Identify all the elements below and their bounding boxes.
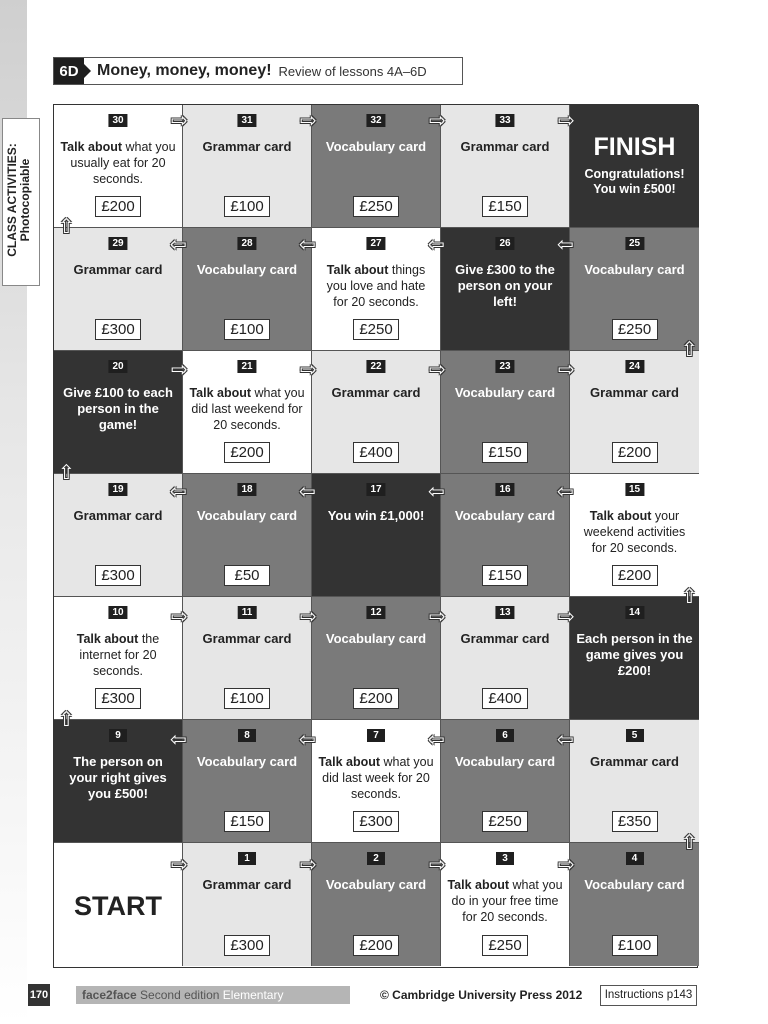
square-8: [183, 720, 312, 843]
arrow-up-icon: ⇧: [58, 462, 75, 484]
arrow-up-icon: ⇧: [681, 586, 698, 608]
square-text: [60, 139, 176, 187]
price-box: £100: [224, 688, 270, 709]
square-number: 9: [109, 729, 127, 742]
arrow-right-icon: ⇨: [171, 110, 188, 132]
square-text: [447, 877, 563, 925]
square-text: Give £100 to each person in the game!: [63, 385, 173, 432]
price-box: £100: [612, 935, 658, 956]
square-instruction: what you did last week for 20 seconds.: [322, 755, 434, 801]
arrow-left-icon: ⇦: [557, 234, 574, 256]
price-box: £100: [224, 319, 270, 340]
square-number: 31: [237, 114, 256, 127]
talk-about-label: Talk about: [318, 755, 381, 769]
arrow-up-icon: ⇧: [58, 216, 75, 238]
talk-about-label: Talk about: [589, 509, 652, 523]
square-4: [570, 843, 699, 966]
price-box: £50: [224, 565, 270, 586]
square-text: Vocabulary card: [325, 877, 427, 892]
square-27: [312, 228, 441, 351]
arrow-left-icon: ⇦: [428, 729, 445, 751]
price-box: £250: [612, 319, 658, 340]
square-19: [54, 474, 183, 597]
square-16: [441, 474, 570, 597]
square-31: [183, 105, 312, 228]
square-text: Vocabulary card: [196, 262, 298, 277]
square-23: [441, 351, 570, 474]
price-box: £200: [612, 565, 658, 586]
price-box: £400: [353, 442, 399, 463]
arrow-right-icon: ⇨: [171, 359, 188, 381]
price-box: £200: [353, 688, 399, 709]
arrow-right-icon: ⇨: [300, 854, 317, 876]
arrow-right-icon: ⇨: [558, 854, 575, 876]
arrow-up-icon: ⇧: [681, 339, 698, 361]
square-instruction: what you usually eat for 20 seconds.: [70, 140, 176, 186]
arrow-right-icon: ⇨: [558, 110, 575, 132]
activity-subtitle: Review of lessons 4A–6D: [278, 63, 427, 79]
square-text: Vocabulary card: [454, 385, 556, 400]
square-text: [318, 262, 434, 310]
square-2: [312, 843, 441, 966]
square-18: [183, 474, 312, 597]
square-number: 28: [237, 237, 256, 250]
square-number: 29: [108, 237, 127, 250]
square-instruction: your weekend activities for 20 seconds.: [583, 509, 686, 555]
square-9: [54, 720, 183, 843]
price-box: £300: [353, 811, 399, 832]
arrow-left-icon: ⇦: [557, 729, 574, 751]
game-board: [53, 104, 698, 968]
arrow-left-icon: ⇦: [428, 481, 445, 503]
arrow-left-icon: ⇦: [170, 234, 187, 256]
square-text: Vocabulary card: [454, 754, 556, 769]
square-33: [441, 105, 570, 228]
brand-edition: Second edition: [136, 988, 223, 1002]
talk-about-label: Talk about: [60, 140, 123, 154]
square-13: [441, 597, 570, 720]
side-tab-label: [6, 122, 36, 278]
square-text: Grammar card: [590, 754, 679, 769]
square-5: [570, 720, 699, 843]
arrow-left-icon: ⇦: [170, 481, 187, 503]
price-box: £100: [224, 196, 270, 217]
price-box: £150: [224, 811, 270, 832]
square-number: 18: [237, 483, 256, 496]
square-26: [441, 228, 570, 351]
square-text: Vocabulary card: [454, 508, 556, 523]
square-7: [312, 720, 441, 843]
arrow-right-icon: ⇨: [171, 854, 188, 876]
talk-about-label: Talk about: [326, 263, 389, 277]
square-number: 19: [108, 483, 127, 496]
side-tab: [2, 118, 40, 286]
square-15: [570, 474, 699, 597]
square-number: 30: [108, 114, 127, 127]
square-text: Give £300 to the person on your left!: [455, 262, 555, 309]
square-instruction: what you do in your free time for 20 seconds.: [451, 878, 563, 924]
square-32: [312, 105, 441, 228]
square-number: 21: [237, 360, 256, 373]
square-text: Grammar card: [460, 139, 550, 154]
arrow-right-icon: ⇨: [429, 359, 446, 381]
arrow-right-icon: ⇨: [171, 606, 188, 628]
arrow-left-icon: ⇦: [557, 481, 574, 503]
price-box: £250: [482, 935, 528, 956]
square-29: [54, 228, 183, 351]
activity-title: Money, money, money!: [97, 62, 272, 79]
square-text: [60, 631, 176, 679]
square-number: 15: [625, 483, 644, 496]
square-30: [54, 105, 183, 228]
arrow-up-icon: ⇧: [58, 709, 75, 731]
brand-level: Elementary Photocopiable: [82, 988, 284, 1020]
page-title: [53, 57, 463, 85]
price-box: £200: [224, 442, 270, 463]
square-number: 17: [366, 483, 385, 496]
price-box: £250: [353, 319, 399, 340]
square-number: 32: [366, 114, 385, 127]
square-start: [54, 843, 183, 966]
square-22: [312, 351, 441, 474]
square-number: 14: [625, 606, 644, 619]
square-text: Vocabulary card: [584, 262, 685, 277]
square-10: [54, 597, 183, 720]
arrow-right-icon: ⇨: [429, 854, 446, 876]
side-tab-line2: Photocopiable: [18, 158, 32, 242]
instructions-reference: Instructions p143: [600, 985, 697, 1006]
square-text: [318, 754, 434, 802]
square-number: 22: [366, 360, 385, 373]
square-number: 10: [108, 606, 127, 619]
start-label: START: [74, 891, 162, 921]
square-number: 3: [496, 852, 514, 865]
copyright-notice: © Cambridge University Press 2012: [380, 988, 583, 1002]
square-text: Vocabulary card: [325, 631, 427, 646]
square-number: 7: [367, 729, 385, 742]
square-text: Grammar card: [331, 385, 421, 400]
square-12: [312, 597, 441, 720]
square-text: Grammar card: [460, 631, 550, 646]
square-number: 6: [496, 729, 514, 742]
square-number: 27: [366, 237, 385, 250]
talk-about-label: Talk about: [189, 386, 252, 400]
arrow-right-icon: ⇨: [558, 359, 575, 381]
arrow-left-icon: ⇦: [299, 729, 316, 751]
finish-label: FINISH: [593, 133, 676, 161]
square-number: 23: [495, 360, 514, 373]
square-1: [183, 843, 312, 966]
square-14: [570, 597, 699, 720]
square-11: [183, 597, 312, 720]
price-box: £300: [95, 688, 141, 709]
square-text: Grammar card: [73, 262, 163, 277]
price-box: £200: [612, 442, 658, 463]
square-number: 1: [238, 852, 256, 865]
square-number: 13: [495, 606, 514, 619]
price-box: £150: [482, 565, 528, 586]
square-instruction: things you love and hate for 20 seconds.: [326, 263, 426, 309]
square-text: Grammar card: [202, 877, 292, 892]
square-text: Vocabulary card: [196, 508, 298, 523]
price-box: £200: [95, 196, 141, 217]
square-number: 2: [367, 852, 385, 865]
square-number: 11: [238, 606, 257, 619]
talk-about-label: Talk about: [447, 878, 510, 892]
price-box: £150: [482, 196, 528, 217]
square-3: [441, 843, 570, 966]
square-number: 33: [495, 114, 514, 127]
square-instruction: the internet for 20 seconds.: [79, 632, 160, 678]
arrow-up-icon: ⇧: [681, 832, 698, 854]
square-25: [570, 228, 699, 351]
price-box: £300: [95, 319, 141, 340]
page-number: 170: [28, 984, 50, 1006]
arrow-left-icon: ⇦: [428, 234, 445, 256]
square-20: [54, 351, 183, 474]
square-text: [189, 385, 305, 433]
square-17: [312, 474, 441, 597]
arrow-left-icon: ⇦: [299, 234, 316, 256]
square-text: Grammar card: [202, 631, 292, 646]
arrow-right-icon: ⇨: [300, 359, 317, 381]
arrow-right-icon: ⇨: [300, 606, 317, 628]
square-text: Vocabulary card: [584, 877, 685, 892]
arrow-right-icon: ⇨: [300, 110, 317, 132]
price-box: £250: [353, 196, 399, 217]
finish-text: Congratulations! You win £500!: [584, 167, 685, 196]
square-text: [576, 508, 693, 556]
arrow-right-icon: ⇨: [429, 110, 446, 132]
lesson-code: 6D: [54, 58, 84, 84]
price-box: £300: [224, 935, 270, 956]
publisher-brand: [76, 986, 350, 1020]
arrow-right-icon: ⇨: [558, 606, 575, 628]
square-number: 5: [626, 729, 644, 742]
talk-about-label: Talk about: [76, 632, 139, 646]
square-6: [441, 720, 570, 843]
square-24: [570, 351, 699, 474]
square-number: 26: [495, 237, 514, 250]
price-box: £150: [482, 442, 528, 463]
square-number: 24: [625, 360, 644, 373]
square-text: The person on your right gives you £500!: [69, 754, 167, 801]
square-28: [183, 228, 312, 351]
square-text: Vocabulary card: [196, 754, 298, 769]
price-box: £200: [353, 935, 399, 956]
square-text: Vocabulary card: [325, 139, 427, 154]
square-text: Grammar card: [590, 385, 679, 400]
square-text: You win £1,000!: [327, 508, 425, 523]
price-box: £250: [482, 811, 528, 832]
title-notch-icon: [84, 64, 91, 78]
square-21: [183, 351, 312, 474]
square-instruction: what you did last weekend for 20 seconds.: [191, 386, 305, 432]
square-number: 20: [108, 360, 127, 373]
square-number: 25: [625, 237, 644, 250]
side-tab-line1: CLASS ACTIVITIES:: [5, 143, 19, 257]
brand-name: face2face: [82, 988, 137, 1002]
arrow-left-icon: ⇦: [170, 729, 187, 751]
price-box: £300: [95, 565, 141, 586]
price-box: £350: [612, 811, 658, 832]
square-number: 16: [495, 483, 514, 496]
square-text: Grammar card: [202, 139, 292, 154]
square-number: 8: [238, 729, 256, 742]
arrow-right-icon: ⇨: [429, 606, 446, 628]
price-box: £400: [482, 688, 528, 709]
square-text: Each person in the game gives you £200!: [576, 631, 693, 678]
arrow-left-icon: ⇦: [299, 481, 316, 503]
square-text: Grammar card: [73, 508, 163, 523]
square-number: 4: [626, 852, 644, 865]
square-finish: [570, 105, 699, 228]
square-number: 12: [366, 606, 385, 619]
